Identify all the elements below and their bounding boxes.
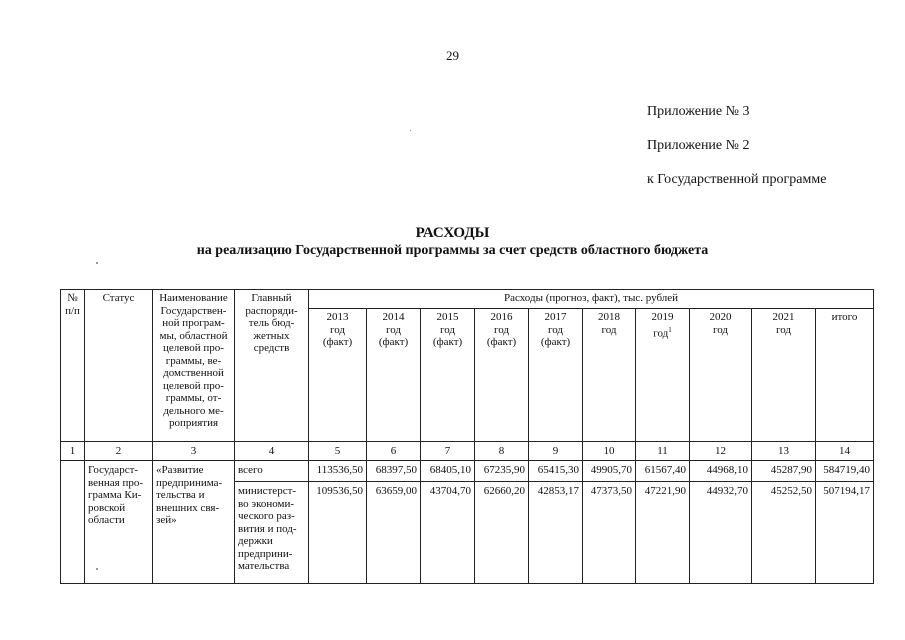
- header-num: № п/п: [61, 290, 85, 442]
- column-number: 12: [690, 442, 752, 461]
- value-cell: 507194,17: [816, 482, 874, 584]
- scan-speck: [410, 130, 411, 131]
- value-cell: 47373,50: [583, 482, 636, 584]
- header-year-6: [636, 309, 690, 442]
- year-label: итого: [831, 311, 858, 323]
- document-subtitle: на реализацию Государственной программы за счет средств областного бюджета: [196, 243, 709, 258]
- scan-speck: [96, 262, 98, 264]
- header-row: [61, 290, 874, 309]
- header-year-3: [475, 309, 529, 442]
- column-number: 2: [85, 442, 153, 461]
- value-cell: 63659,00: [367, 482, 421, 584]
- column-number: 8: [475, 442, 529, 461]
- header-year-4: [529, 309, 583, 442]
- value-cell: 43704,70: [421, 482, 475, 584]
- header-year-0: [309, 309, 367, 442]
- header-name: Наименование Государствен-ной програм-мы, областной целевой про-граммы, ве-домственной целевой про-граммы, от-дельного ме-роприятия: [153, 290, 235, 442]
- year-label: 2018: [598, 311, 620, 323]
- appendix-line-2: Приложение № 2: [647, 138, 750, 153]
- value-cell: 45252,50: [752, 482, 816, 584]
- row-num-cell: [61, 461, 85, 584]
- year-unit: год: [385, 323, 402, 336]
- value-cell: 42853,17: [529, 482, 583, 584]
- column-number: 7: [421, 442, 475, 461]
- header-status: Статус: [85, 290, 153, 442]
- value-cell: 49905,70: [583, 461, 636, 482]
- year-unit: год: [775, 323, 792, 336]
- value-cell: 65415,30: [529, 461, 583, 482]
- header-year-9: [816, 309, 874, 442]
- expenses-table: [60, 289, 874, 584]
- year-label: 2015: [436, 311, 459, 323]
- footnote-mark: 1: [668, 325, 672, 334]
- header-year-5: [583, 309, 636, 442]
- value-cell: 45287,90: [752, 461, 816, 482]
- value-cell: 61567,40: [636, 461, 690, 482]
- column-number: 9: [529, 442, 583, 461]
- header-year-2: [421, 309, 475, 442]
- year-unit: год: [712, 323, 729, 336]
- column-numbers-row: [61, 442, 874, 461]
- year-unit: год: [547, 323, 564, 336]
- year-unit: год: [601, 323, 617, 336]
- year-label: 2014: [382, 311, 405, 323]
- year-unit: год$^1$: [653, 325, 672, 340]
- value-cell: 62660,20: [475, 482, 529, 584]
- ministry-label-cell: министерст-во экономи-ческого раз-вития и под-держки предприни-мательства: [235, 482, 309, 584]
- year-label: 2019: [651, 311, 674, 323]
- header-year-1: [367, 309, 421, 442]
- year-note: (факт): [486, 336, 517, 348]
- page-number: 29: [446, 48, 459, 63]
- column-number: 4: [235, 442, 309, 461]
- year-note: (факт): [322, 336, 353, 348]
- appendix-line-1: Приложение № 3: [647, 104, 750, 119]
- column-number: 13: [752, 442, 816, 461]
- year-label: 2016: [490, 311, 513, 323]
- value-cell: 68405,10: [421, 461, 475, 482]
- table-row: [61, 461, 874, 482]
- value-cell: 584719,40: [816, 461, 874, 482]
- value-cell: 109536,50: [309, 482, 367, 584]
- year-unit: год: [439, 323, 456, 336]
- year-label: 2013: [326, 311, 349, 323]
- appendix-line-3: к Государственной программе: [647, 172, 827, 187]
- value-cell: 47221,90: [636, 482, 690, 584]
- year-note: (факт): [540, 336, 571, 348]
- year-label: 2017: [544, 311, 567, 323]
- column-number: 1: [61, 442, 85, 461]
- column-number: 10: [583, 442, 636, 461]
- column-number: 5: [309, 442, 367, 461]
- value-cell: 44968,10: [690, 461, 752, 482]
- column-number: 6: [367, 442, 421, 461]
- scan-speck: [96, 568, 98, 570]
- year-label: 2020: [709, 311, 732, 323]
- value-cell: 113536,50: [309, 461, 367, 482]
- header-year-8: [752, 309, 816, 442]
- program-name-cell: «Развитие предпринима-тельства и внешних свя-зей»: [153, 461, 235, 584]
- header-year-7: [690, 309, 752, 442]
- value-cell: 67235,90: [475, 461, 529, 482]
- year-note: (факт): [432, 336, 463, 348]
- year-label: 2021: [772, 311, 795, 323]
- document-title: РАСХОДЫ: [415, 225, 490, 241]
- year-unit: год: [329, 323, 346, 336]
- year-unit: год: [493, 323, 510, 336]
- value-cell: 68397,50: [367, 461, 421, 482]
- status-cell: Государст-венная про-грамма Ки-ровской области: [85, 461, 153, 584]
- total-label-cell: всего: [235, 461, 309, 482]
- column-number: 14: [816, 442, 874, 461]
- header-expenses: Расходы (прогноз, факт), тыс. рублей: [309, 290, 874, 309]
- column-number: 11: [636, 442, 690, 461]
- column-number: 3: [153, 442, 235, 461]
- value-cell: 44932,70: [690, 482, 752, 584]
- header-manager: Главный распоряди-тель бюд-жетных средств: [235, 290, 309, 442]
- year-note: (факт): [378, 336, 409, 348]
